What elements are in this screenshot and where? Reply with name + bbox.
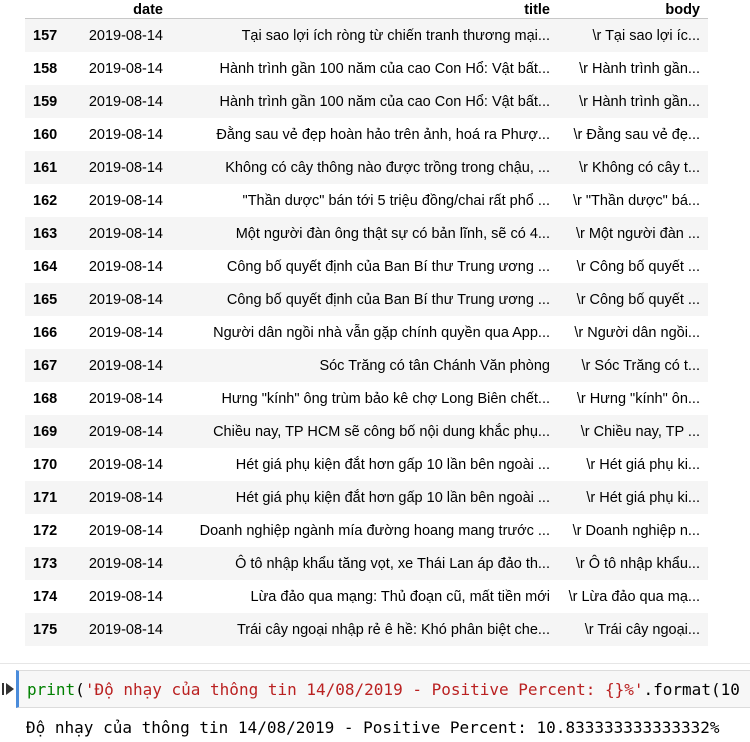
cell-date: 2019-08-14	[88, 60, 163, 77]
cell-divider	[0, 663, 750, 664]
cell-body: \r Hành trình gần...	[579, 60, 700, 77]
cell-body: \r Ô tô nhập khẩu...	[575, 555, 700, 572]
cell-title: Chiều nay, TP HCM sẽ công bố nội dung khắc phụ...	[213, 423, 550, 440]
cell-body: \r Hét giá phụ ki...	[586, 456, 700, 473]
table-row	[25, 547, 708, 580]
table-row	[25, 415, 708, 448]
cell-date: 2019-08-14	[88, 555, 163, 572]
cell-body: \r Một người đàn ...	[576, 225, 700, 242]
table-row	[25, 349, 708, 382]
cell-date: 2019-08-14	[88, 456, 163, 473]
table-body	[25, 19, 708, 647]
cell-body: \r "Thần dược" bá...	[572, 192, 700, 209]
run-triangle-icon[interactable]	[2, 682, 14, 696]
row-index: 160	[33, 126, 58, 143]
cell-date: 2019-08-14	[88, 357, 163, 374]
table-row	[25, 184, 708, 217]
cell-date: 2019-08-14	[88, 291, 163, 308]
cell-date: 2019-08-14	[88, 489, 163, 506]
cell-title: Hét giá phụ kiện đắt hơn gấp 10 lần bên ngoài ...	[235, 489, 550, 506]
row-index: 166	[33, 324, 58, 341]
cell-body: \r Hưng "kính" ôn...	[576, 390, 700, 407]
row-index: 171	[33, 489, 58, 506]
cell-title: Hành trình gần 100 năm của cao Con Hổ: Vật bất...	[219, 60, 550, 77]
table-row	[25, 52, 708, 85]
table-row	[25, 118, 708, 151]
cell-title: Công bố quyết định của Ban Bí thư Trung ương ...	[226, 258, 550, 275]
cell-title: Hét giá phụ kiện đắt hơn gấp 10 lần bên ngoài ...	[235, 456, 550, 473]
table-row	[25, 382, 708, 415]
code-open-paren: (	[75, 680, 85, 699]
code-input[interactable]	[16, 670, 750, 708]
column-header-title: title	[171, 0, 558, 19]
row-index: 174	[33, 588, 58, 605]
cell-body: \r Công bố quyết ...	[576, 291, 700, 308]
cell-body: \r Hành trình gần...	[579, 93, 700, 110]
table-row	[25, 613, 708, 646]
cell-body: \r Tại sao lợi íc...	[592, 27, 700, 44]
dataframe-table	[25, 0, 708, 646]
cell-date: 2019-08-14	[88, 621, 163, 638]
table-row	[25, 250, 708, 283]
row-index: 173	[33, 555, 58, 572]
cell-date: 2019-08-14	[88, 522, 163, 539]
table-row	[25, 217, 708, 250]
cell-body: \r Trái cây ngoại...	[584, 621, 700, 638]
cell-title: Hành trình gần 100 năm của cao Con Hổ: Vật bất...	[219, 93, 550, 110]
cell-body: \r Hét giá phụ ki...	[586, 489, 700, 506]
cell-title: Trái cây ngoại nhập rẻ ê hề: Khó phân biệt che...	[236, 621, 550, 638]
table-row	[25, 283, 708, 316]
cell-date: 2019-08-14	[88, 423, 163, 440]
cell-title: Hưng "kính" ông trùm bảo kê chợ Long Biên chết...	[221, 390, 550, 407]
index-header	[25, 0, 73, 19]
cell-title: Tại sao lợi ích ròng từ chiến tranh thương mại...	[241, 27, 550, 44]
table-row	[25, 481, 708, 514]
row-index: 170	[33, 456, 58, 473]
cell-title: Người dân ngồi nhà vẫn gặp chính quyền qua App...	[213, 324, 550, 341]
cell-body: \r Chiều nay, TP ...	[580, 423, 700, 440]
row-index: 172	[33, 522, 58, 539]
cell-title: Ô tô nhập khẩu tăng vọt, xe Thái Lan áp đảo th...	[235, 555, 550, 572]
cell-date: 2019-08-14	[88, 588, 163, 605]
cell-body: \r Đằng sau vẻ đẹ...	[573, 126, 700, 143]
cell-title: Không có cây thông nào được trồng trong chậu, ...	[225, 159, 550, 176]
table-row	[25, 19, 708, 53]
code-string-literal: 'Độ nhạy của thông tin 14/08/2019 - Positive Percent: {}%'	[84, 680, 644, 699]
cell-body: \r Doanh nghiệp n...	[572, 522, 700, 539]
cell-title: Doanh nghiệp ngành mía đường hoang mang trước ...	[199, 522, 550, 539]
cell-date: 2019-08-14	[88, 27, 163, 44]
table-row	[25, 151, 708, 184]
cell-title: Công bố quyết định của Ban Bí thư Trung ương ...	[226, 291, 550, 308]
row-index: 167	[33, 357, 58, 374]
cell-date: 2019-08-14	[88, 126, 163, 143]
cell-date: 2019-08-14	[88, 225, 163, 242]
table-row	[25, 580, 708, 613]
code-print-fn: print	[27, 680, 76, 699]
cell-date: 2019-08-14	[88, 159, 163, 176]
row-index: 163	[33, 225, 58, 242]
row-index: 162	[33, 192, 58, 209]
cell-body: \r Sóc Trăng có t...	[581, 357, 700, 374]
cell-title: Lừa đảo qua mạng: Thủ đoạn cũ, mất tiền mới	[250, 588, 550, 605]
cell-date: 2019-08-14	[88, 390, 163, 407]
cell-title: "Thần dược" bán tới 5 triệu đồng/chai rất phổ ...	[242, 192, 550, 209]
column-header-body: body	[558, 0, 708, 19]
cell-date: 2019-08-14	[88, 192, 163, 209]
cell-body: \r Công bố quyết ...	[576, 258, 700, 275]
row-index: 159	[33, 93, 58, 110]
row-index: 161	[33, 159, 58, 176]
row-index: 169	[33, 423, 58, 440]
cell-body: \r Lừa đảo qua mạ...	[568, 588, 700, 605]
row-index: 157	[33, 27, 58, 44]
cell-title: Một người đàn ông thật sự có bản lĩnh, sẽ có 4...	[235, 225, 550, 242]
cell-body: \r Không có cây t...	[579, 159, 700, 176]
row-index: 158	[33, 60, 58, 77]
table-row	[25, 316, 708, 349]
cell-date: 2019-08-14	[88, 93, 163, 110]
cell-title: Sóc Trăng có tân Chánh Văn phòng	[319, 357, 550, 374]
column-header-date: date	[73, 0, 171, 19]
table-header-row	[25, 0, 708, 19]
cell-title: Đằng sau vẻ đẹp hoàn hảo trên ảnh, hoá ra Phượ...	[216, 126, 550, 143]
cell-date: 2019-08-14	[88, 258, 163, 275]
cell-body: \r Người dân ngồi...	[574, 324, 700, 341]
table-row	[25, 448, 708, 481]
cell-date: 2019-08-14	[88, 324, 163, 341]
cell-stdout: Độ nhạy của thông tin 14/08/2019 - Positive Percent: 10.833333333333332%	[26, 718, 720, 737]
code-format-call: .format(10	[643, 680, 740, 699]
row-index: 165	[33, 291, 58, 308]
table-row	[25, 85, 708, 118]
table-row	[25, 514, 708, 547]
row-index: 175	[33, 621, 58, 638]
row-index: 164	[33, 258, 58, 275]
row-index: 168	[33, 390, 58, 407]
